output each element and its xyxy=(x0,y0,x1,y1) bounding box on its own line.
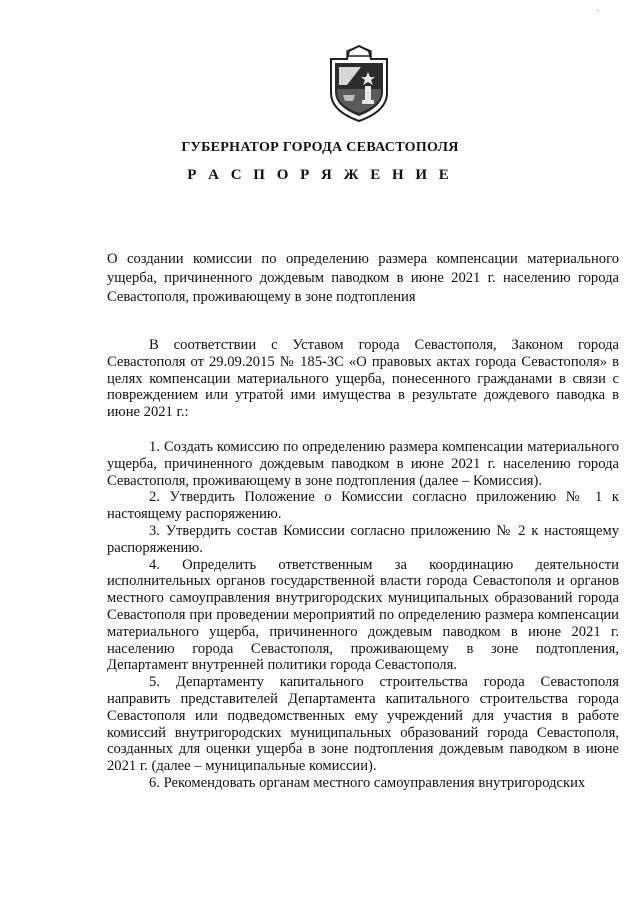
document-type-title: Р А С П О Р Я Ж Е Н И Е xyxy=(187,167,453,183)
scan-mark: . xyxy=(597,3,600,13)
item-2-paragraph: 2. Утвердить Положение о Комиссии согласно приложению № 1 к настоящему распоряжению. xyxy=(107,489,619,523)
item-6-paragraph: 6. Рекомендовать органам местного самоуправления внутригородских xyxy=(149,774,586,791)
preamble-paragraph: В соответствии с Уставом города Севастополя, Законом города Севастополя от 29.09.2015 № 185-ЗС «О правовых актах города Севастополя» в целях компенсации материального ущерба, понесенного гражданами в связи с повреждением или утратой ими имущества в результате дождевого паводка в июне 2021 г.: xyxy=(107,337,619,421)
item-5-paragraph: 5. Департаменту капитального строительства города Севастополя направить представителей Департамента капитального строительства города Севастополя или подведомственных ему учреждений для участия в работе комиссий внутригородских муниципальных образований города Севастополя, созданных для оценки ущерба в зоне подтопления дождевым паводком в июне 2021 г. (далее – муниципальные комиссии). xyxy=(107,674,619,775)
sevastopol-coat-of-arms-emblem xyxy=(327,45,391,123)
document-body xyxy=(107,337,619,792)
document-subject: О создании комиссии по определению размера компенсации материального ущерба, причиненного дождевым паводком в июне 2021 г. населению города Севастополя, проживающему в зоне подтопления xyxy=(107,251,619,305)
issuing-authority: ГУБЕРНАТОР ГОРОДА СЕВАСТОПОЛЯ xyxy=(181,140,459,155)
item-3-paragraph: 3. Утвердить состав Комиссии согласно приложению № 2 к настоящему распоряжению. xyxy=(107,522,619,556)
item-1-paragraph: 1. Создать комиссию по определению размера компенсации материального ущерба, причиненного дождевым паводком в июне 2021 г. населению города Севастополя, проживающему в зоне подтопления (далее – Комиссия). xyxy=(107,438,619,489)
item-4-paragraph: 4. Определить ответственным за координацию деятельности исполнительных органов государственной власти города Севастополя и органов местного самоуправления внутригородских муниципальных образований города Севастополя при проведении мероприятий по определению размера компенсации материального ущерба, причиненного дождевым паводком в июне 2021 г. населению города Севастополя, проживающему в зоне подтопления, Департамент внутренней политики города Севастополя. xyxy=(107,556,619,674)
